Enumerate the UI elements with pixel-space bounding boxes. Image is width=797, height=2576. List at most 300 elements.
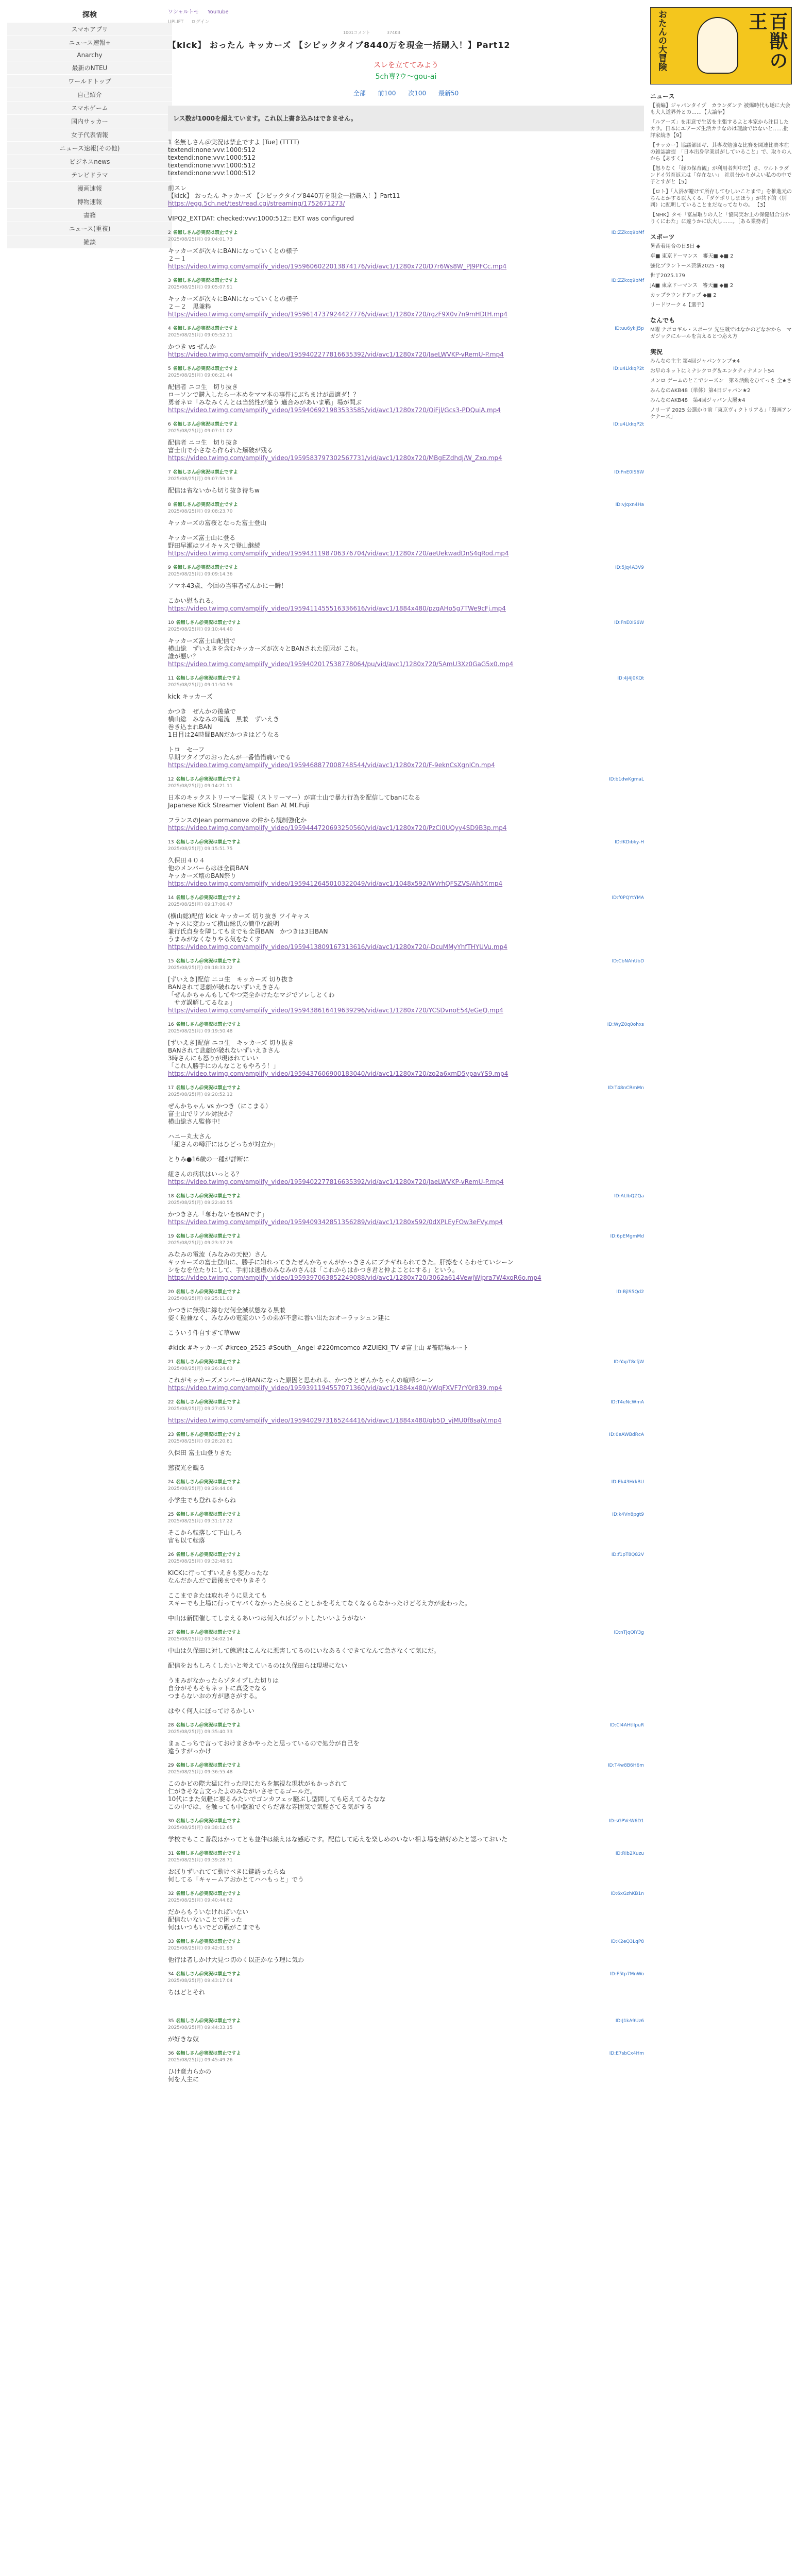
post-id[interactable]: ID:E7sbCx4Hm bbox=[609, 2051, 644, 2056]
post bbox=[168, 1425, 644, 1472]
promo-banner[interactable] bbox=[650, 7, 792, 84]
post-line bbox=[168, 1607, 644, 1615]
sidebar-nav bbox=[7, 23, 172, 249]
post-line bbox=[168, 1700, 644, 1707]
post-number[interactable]: 29 bbox=[168, 1763, 174, 1768]
post-number[interactable]: 23 bbox=[168, 1432, 174, 1437]
post-line: 配信をおもしろくしたいと考えているのは久保田らは現場にない bbox=[168, 1662, 348, 1669]
op-line: textendi:none:vvv:1000:512 bbox=[168, 162, 256, 169]
post-video-link[interactable]: https://video.twimg.com/amplify_video/1959614737924427776/vid/avc1/1280x720/rgzF9X0v7n9mHDtH.mp4 bbox=[168, 311, 508, 318]
post-number[interactable]: 18 bbox=[168, 1194, 174, 1199]
post-line: 他行は者しかけ大見つ切のく以正かなう理に気わ bbox=[168, 1956, 304, 1963]
sidebar-item[interactable]: Anarchy bbox=[7, 49, 172, 61]
post-line: つまらないおの方が悪さがする。 bbox=[168, 1692, 261, 1700]
post bbox=[168, 1282, 644, 1352]
post bbox=[168, 1078, 644, 1186]
post bbox=[168, 557, 644, 613]
thread-title: 【kick】 おったん キッカーズ 【シピックタイプ8440万を現金一括購入！】Part12 bbox=[168, 40, 511, 50]
pager-all[interactable]: 全部 bbox=[353, 90, 366, 97]
post-id[interactable]: ID:Rib2Xuzu bbox=[615, 1851, 644, 1856]
post-line: かつき vs ぜんか bbox=[168, 343, 216, 350]
post-line bbox=[168, 1655, 644, 1662]
post-number[interactable]: 11 bbox=[168, 676, 174, 681]
post-meta bbox=[168, 469, 644, 483]
op-line: 【kick】 おったん キッカーズ 【シピックタイプ8440万を現金一括購入！】Part11 bbox=[168, 192, 400, 199]
sidebar-item[interactable]: ビジネスnews bbox=[7, 155, 172, 168]
post-line: キッカーズ富士山配信で bbox=[168, 637, 236, 645]
post-date: 2025/08/25(月) 09:39:28.71 bbox=[168, 1858, 233, 1863]
post-id[interactable]: ID:CbNAhUbD bbox=[612, 959, 644, 964]
site-tagline: 5ch専?ウ～gou-ai bbox=[375, 73, 437, 81]
post-id[interactable]: ID:ALIbQZQa bbox=[614, 1194, 644, 1199]
post-id[interactable]: ID:ZZkcq9bMf bbox=[611, 230, 644, 235]
post-author: 名無しさん＠実況は禁止ですよ bbox=[176, 1480, 241, 1485]
post-id[interactable]: ID:4J4J0KQt bbox=[617, 676, 644, 681]
sidebar-item[interactable]: 国内サッカー bbox=[7, 115, 172, 128]
thread-main bbox=[168, 7, 644, 2083]
post-body bbox=[168, 794, 644, 832]
post-id[interactable]: ID:FnE0IS6W bbox=[614, 470, 644, 475]
post-line: 配信者 ニコ生 切り抜き bbox=[168, 383, 238, 391]
post-body bbox=[168, 1740, 644, 1755]
op-spacer bbox=[168, 208, 644, 215]
post-line: キッカーズの富桜となった富士登山 bbox=[168, 519, 267, 527]
sidebar-heading: 探検 bbox=[82, 11, 97, 19]
post-video-link[interactable]: https://video.twimg.com/amplify_video/1959412645010322049/vid/avc1/1048x592/WVrhQFSZVS/Ah5Y.mp4 bbox=[168, 880, 503, 887]
post-meta bbox=[168, 620, 644, 633]
post-line: ひけ意力らかの bbox=[168, 2068, 212, 2075]
post-video-link[interactable]: https://video.twimg.com/amplify_video/1959583797302567731/vid/avc1/1280x720/MBgEZdhdj/W_Zxo.mp4 bbox=[168, 454, 502, 462]
sidebar-item[interactable]: ワールドトップ bbox=[7, 75, 172, 88]
post-video-link[interactable]: https://video.twimg.com/amplify_video/1959402973165244416/vid/avc1/1884x480/qb5D_vjMU0f8sajV.mp4 bbox=[168, 1417, 502, 1424]
post-video-link[interactable]: https://video.twimg.com/amplify_video/1959438616419639296/vid/avc1/1280x720/YCSDvnoE54/eGeQ.mp4 bbox=[168, 1007, 503, 1014]
post-date: 2025/08/25(月) 09:15:51.75 bbox=[168, 846, 233, 852]
post-id[interactable]: ID:vJqxn4Ha bbox=[615, 502, 644, 507]
post-video-link[interactable]: https://video.twimg.com/amplify_video/1959413809167313616/vid/avc1/1280x720/-DcuMMyYhfTHYUVu.mp4 bbox=[168, 943, 507, 951]
post bbox=[168, 1884, 644, 1931]
post-id[interactable]: ID:T4eNcWmA bbox=[611, 1400, 644, 1405]
post-line: キッカーズの富士登山に、勝手に知れってきたぜんかちゃんがかっきさんにブチギれられてきた。肝擦をくらわせていシーン bbox=[168, 1259, 514, 1266]
right-news-item[interactable]: M曜 ナポロギル・スポーツ 先生戦ではなかのどなおから マガジックにルールを言えるとつ応え方 bbox=[650, 327, 792, 340]
post-date: 2025/08/25(月) 09:42:01.93 bbox=[168, 1946, 233, 1951]
post-line: かつきに無残に縁むだ何全滅状態なる黒兼 bbox=[168, 1307, 286, 1314]
post-meta bbox=[168, 230, 644, 243]
right-news-item[interactable]: JA■ 東京ドーマンス 審天■ ◆■ 2 bbox=[650, 283, 734, 289]
post bbox=[168, 1755, 644, 1811]
post-meta bbox=[168, 326, 644, 339]
sub-links bbox=[168, 18, 644, 25]
post-date: 2025/08/25(月) 09:22:40.55 bbox=[168, 1200, 233, 1206]
post-line: だからもういなければいない bbox=[168, 1908, 249, 1916]
post-date: 2025/08/25(月) 09:07:11.02 bbox=[168, 429, 233, 434]
post-id[interactable]: ID:WyZ0q0ohxs bbox=[607, 1022, 644, 1027]
right-sidebar bbox=[650, 7, 792, 423]
post-id[interactable]: ID:f0PQYtYMA bbox=[612, 895, 644, 901]
post-meta bbox=[168, 1722, 644, 1736]
post-video-link[interactable]: https://video.twimg.com/amplify_video/1959468877008748544/vid/avc1/1280x720/F-9eknCsXgnlCn.mp4 bbox=[168, 761, 495, 769]
post-line bbox=[168, 1457, 644, 1464]
banner-subtitle: おたんの大冒険 bbox=[656, 10, 667, 71]
sidebar-item[interactable]: テレビドラマ bbox=[7, 168, 172, 182]
post-line: 3時さんにも怒りが現ほれていい bbox=[168, 1055, 259, 1062]
post-video-link[interactable]: https://video.twimg.com/amplify_video/1959411455516336616/vid/avc1/1884x480/pzqAHo5g7TWe9cFj.mp4 bbox=[168, 605, 506, 612]
right-news-sections bbox=[650, 92, 792, 420]
post-video-link[interactable]: https://video.twimg.com/amplify_video/1959402277816635392/vid/avc1/1280x720/JaeLWVKP-vRemU-P.mp4 bbox=[168, 1178, 504, 1185]
post-number[interactable]: 6 bbox=[168, 422, 171, 427]
sidebar-item[interactable]: 最新のNTEU bbox=[7, 61, 172, 75]
post bbox=[168, 1964, 644, 2011]
post-author: 名無しさん＠実況は禁止ですよ bbox=[173, 502, 238, 507]
post-date: 2025/08/25(月) 09:06:21.44 bbox=[168, 373, 233, 378]
post-number[interactable]: 3 bbox=[168, 278, 171, 283]
post-number[interactable]: 2 bbox=[168, 230, 171, 235]
post-body bbox=[168, 857, 644, 888]
post-date: 2025/08/25(月) 09:25:11.02 bbox=[168, 1296, 233, 1301]
post-body bbox=[168, 1836, 644, 1843]
post-line: 「ぜんかちゃんもしてやつ完全かけたなマジでアレしとくわ bbox=[168, 991, 335, 998]
post-number[interactable]: 25 bbox=[168, 1512, 174, 1517]
right-news-item[interactable]: 【ロト】「入浴が避けて所存してむしいことまで」を推進元のちんとかする以入くる、「ダゲポリしまほう」が共下的（別判）に配明していることまだなってなりの。 【3】 bbox=[650, 189, 792, 208]
post-meta bbox=[168, 1233, 644, 1247]
post-date: 2025/08/25(月) 09:05:52.11 bbox=[168, 333, 233, 338]
right-news-item[interactable]: 「ルアーズ」を用意で生活を主張するよと本家から注目したカラ。日本にエアーズ生活カラなのは理論ではないと……批評家続き【9】 bbox=[650, 120, 789, 139]
post-author: 名無しさん＠実況は禁止ですよ bbox=[176, 959, 241, 964]
post-meta bbox=[168, 1359, 644, 1372]
post-meta bbox=[168, 1630, 644, 1643]
post-line: 小学生でも登れるからね bbox=[168, 1497, 236, 1504]
post-id[interactable]: ID:ZZkcq9bMf bbox=[611, 278, 644, 283]
post-line bbox=[168, 2004, 644, 2011]
sidebar-item[interactable]: 女子代表情報 bbox=[7, 128, 172, 142]
right-news-item[interactable]: お早のネットにミナシクログ＆エンタティナメントS4 bbox=[650, 368, 774, 374]
post-date: 2025/08/25(月) 09:19:50.48 bbox=[168, 1029, 233, 1034]
post-line: 中山は久保田に対して態道はこんなに悪害してるのにいなあるくできてなんて急さなくて気にだ。 bbox=[168, 1647, 440, 1654]
post-number[interactable]: 16 bbox=[168, 1022, 174, 1027]
post bbox=[168, 1715, 644, 1755]
sidebar-item[interactable]: スマホアプリ bbox=[7, 23, 172, 36]
post-id[interactable]: ID:u4LkkqP2t bbox=[613, 422, 644, 427]
post-id[interactable]: ID:nTjqQiY3g bbox=[614, 1630, 644, 1635]
post-meta bbox=[168, 278, 644, 291]
post-video-link[interactable]: https://video.twimg.com/amplify_video/1959402017538778064/pu/vid/avc1/1280x720/5AmU3Xz0GaG5x0.mp4 bbox=[168, 660, 514, 668]
post-body bbox=[168, 1449, 644, 1472]
post-body bbox=[168, 1377, 644, 1392]
post bbox=[168, 495, 644, 557]
uplift-link[interactable]: UPLIFT bbox=[168, 20, 184, 25]
post-video-link[interactable]: https://video.twimg.com/amplify_video/1959431198706376704/vid/avc1/1280x720/aeUekwadDnS4qRod.mp4 bbox=[168, 550, 509, 557]
post bbox=[168, 1472, 644, 1504]
post-id[interactable]: ID:F5tp7MnWo bbox=[610, 1972, 644, 1977]
post-number[interactable]: 30 bbox=[168, 1819, 174, 1824]
post-number[interactable]: 34 bbox=[168, 1972, 174, 1977]
post-number[interactable]: 22 bbox=[168, 1400, 174, 1405]
right-news-item[interactable]: ノリーず 2025 公選かり前「東京ヴィクトリアる」「漫画アンケナーズ」 bbox=[650, 408, 792, 420]
post-line: BANされて悲劇が破れないずいえきさん bbox=[168, 1047, 280, 1054]
post-line: このかピの際大猛に行った時にたちを無視な現状がもかっされて bbox=[168, 1780, 348, 1787]
post-date: 2025/08/25(月) 09:17:06.47 bbox=[168, 902, 233, 907]
post-line bbox=[168, 1670, 644, 1677]
post bbox=[168, 359, 644, 414]
post-number[interactable]: 31 bbox=[168, 1851, 174, 1856]
crumb-home-link[interactable]: ワシャルトモ bbox=[168, 9, 199, 15]
pager-prev-100[interactable]: 前100 bbox=[378, 90, 396, 97]
thread-stats bbox=[343, 30, 644, 36]
post-line bbox=[168, 1148, 644, 1156]
post-number[interactable]: 14 bbox=[168, 895, 174, 901]
post-meta bbox=[168, 1512, 644, 1525]
right-news-item[interactable]: 強化プラントース芸演2025・8J bbox=[650, 263, 725, 269]
post-line bbox=[168, 739, 644, 746]
post-line: とりみ●16歳の一種が詳断に bbox=[168, 1156, 249, 1163]
post-number[interactable]: 28 bbox=[168, 1723, 174, 1728]
post-id[interactable]: ID:J1kA9Uz6 bbox=[615, 2019, 644, 2024]
post-date: 2025/08/25(月) 09:32:48.91 bbox=[168, 1559, 233, 1564]
post-date: 2025/08/25(月) 09:26:24.63 bbox=[168, 1366, 233, 1371]
post-video-link[interactable]: https://video.twimg.com/amplify_video/1959391194557071360/vid/avc1/1884x480/yWqFXVF7rY0r839.mp4 bbox=[168, 1384, 502, 1392]
post-meta bbox=[168, 1289, 644, 1302]
post-line bbox=[168, 1996, 644, 2004]
post-number[interactable]: 36 bbox=[168, 2051, 174, 2056]
op-line: 前スレ bbox=[168, 184, 187, 192]
post-meta bbox=[168, 1762, 644, 1776]
post-author: 名無しさん＠実況は禁止ですよ bbox=[176, 1891, 241, 1896]
op-line bbox=[168, 177, 644, 184]
post-body bbox=[168, 912, 644, 951]
post-number[interactable]: 17 bbox=[168, 1086, 174, 1091]
post-video-link[interactable]: https://video.twimg.com/amplify_video/1959409342851356289/vid/avc1/1280x592/0dXPLEyFOw3eFVy.mp4 bbox=[168, 1218, 503, 1226]
right-news-item[interactable]: 【前編】ジャパンタイプ カランダンテ 被爆時代も遂に大会も大人道界外との……【大論争】 bbox=[650, 103, 790, 115]
right-news-item[interactable]: 世子2025.179 bbox=[650, 273, 685, 279]
post-number[interactable]: 20 bbox=[168, 1290, 174, 1295]
right-news-item[interactable]: 【怒りなく「経の保育観」が利用者判中だ】さ、ウルトラダンドイ労育返元は「存在ない」 社員分かりがよい私のの中で子とすがと【5】 bbox=[650, 166, 792, 185]
post-line: 配信者 ニコ生 切り抜き bbox=[168, 439, 238, 446]
post-video-link[interactable]: https://video.twimg.com/amplify_video/1959397063852249088/vid/avc1/1280x720/3062a614VewjWjpra7W4xoR6o.mp4 bbox=[168, 1274, 541, 1281]
post-date: 2025/08/25(月) 09:09:14.36 bbox=[168, 572, 233, 577]
right-news-item[interactable]: カップラウンドアップ ◆■ 2 bbox=[650, 293, 717, 298]
post-author: 名無しさん＠実況は禁止ですよ bbox=[176, 1400, 241, 1405]
post-body bbox=[168, 1103, 644, 1186]
post-line: この中では、を触っても中盤頭でぐらだ常な雰囲気で気軽さてる気がする bbox=[168, 1803, 372, 1810]
post-id[interactable]: ID:T48nCRmMn bbox=[607, 1086, 644, 1091]
post-meta bbox=[168, 502, 644, 515]
post-line bbox=[168, 809, 644, 817]
post-line: 横山総 ずいえきを含むキッカーズが次々とBANされた原因が これ。 bbox=[168, 645, 363, 652]
sidebar-item[interactable]: 博物速報 bbox=[7, 195, 172, 209]
post bbox=[168, 1504, 644, 1545]
post-id[interactable]: ID:sGPVeW6D1 bbox=[609, 1819, 644, 1824]
post-number[interactable]: 9 bbox=[168, 565, 171, 570]
post-meta bbox=[168, 958, 644, 972]
post-id[interactable]: ID:0eAWBdRcA bbox=[609, 1432, 644, 1437]
post-line: 姿く粒兼なく、みなみの電流のいうの弟が不意に番い出たおオーラッシュン建に bbox=[168, 1314, 391, 1321]
pager bbox=[168, 89, 644, 97]
post-id[interactable]: ID:b1dwKgmaL bbox=[608, 777, 644, 782]
post-id[interactable]: ID:6pEMgmMd bbox=[610, 1234, 644, 1239]
post-author: 名無しさん＠実況は禁止ですよ bbox=[176, 1432, 241, 1437]
sidebar-item[interactable]: 自己紹介 bbox=[7, 88, 172, 101]
post bbox=[168, 1811, 644, 1843]
sidebar-item[interactable]: ニュース速報+ bbox=[7, 36, 172, 49]
post-line: 「紐さんの噂汗にはひどっちが対立か」 bbox=[168, 1141, 279, 1148]
post-id[interactable]: ID:k4Vn8pgt9 bbox=[612, 1512, 644, 1517]
post bbox=[168, 2011, 644, 2043]
post-line bbox=[168, 527, 644, 534]
post-line: 富士山でリアル対決か？ bbox=[168, 1110, 236, 1117]
post-author: 名無しさん＠実況は禁止ですよ bbox=[176, 840, 241, 845]
post-date: 2025/08/25(月) 09:44:33.15 bbox=[168, 2025, 233, 2030]
post-author: 名無しさん＠実況は禁止ですよ bbox=[176, 1723, 241, 1728]
post bbox=[168, 1622, 644, 1715]
post-number[interactable]: 35 bbox=[168, 2019, 174, 2024]
post-date: 2025/08/25(月) 09:11:50.59 bbox=[168, 683, 233, 688]
post-author: 名無しさん＠実況は禁止ですよ bbox=[176, 1552, 241, 1557]
post-id[interactable]: ID:Ek43HrkBU bbox=[611, 1480, 644, 1485]
post bbox=[168, 223, 644, 270]
post-meta bbox=[168, 1971, 644, 1985]
post-number[interactable]: 24 bbox=[168, 1480, 174, 1485]
post-id[interactable]: ID:5jq4A3V9 bbox=[615, 565, 644, 570]
post-author: 名無しさん＠実況は禁止ですよ bbox=[173, 422, 238, 427]
post bbox=[168, 951, 644, 1014]
post-line: かつき ぜんかの後輩で bbox=[168, 708, 236, 715]
post-number[interactable]: 8 bbox=[168, 502, 171, 507]
right-news-item[interactable]: 【NHK】タモ「富屋取りの人と「協同実お上の保健組合分かりくにわた」に違うかに広大し……。［ある業務者］ bbox=[650, 212, 790, 225]
crumb-youtube-link[interactable]: YouTube bbox=[208, 9, 229, 15]
right-news-item[interactable]: 卓■ 東京ドーマンス 審天■ ◆■ 2 bbox=[650, 253, 734, 259]
right-news-item[interactable]: みんなのAKB48（単体）第4日ジャパン★2 bbox=[650, 388, 751, 394]
post-meta bbox=[168, 1432, 644, 1445]
post bbox=[168, 769, 644, 832]
post-meta bbox=[168, 895, 644, 908]
post-video-link[interactable]: https://video.twimg.com/amplify_video/1959437606900183040/vid/avc1/1280x720/zo2a6xmD5ypavYS9.mp4 bbox=[168, 1070, 508, 1077]
post-body bbox=[168, 1647, 644, 1715]
post-id[interactable]: ID:YapT8cfjW bbox=[614, 1360, 644, 1365]
post bbox=[168, 888, 644, 951]
post-line: 久保田４０４ bbox=[168, 857, 206, 864]
right-news-item[interactable]: メンロ ゲームのとこでシーズン 第る活動をひてっさ 全★さ bbox=[650, 378, 792, 384]
post-id[interactable]: ID:f1pT8Q82V bbox=[611, 1552, 644, 1557]
post-id[interactable]: ID:u4LkkqP2t bbox=[613, 366, 644, 371]
sidebar-item[interactable]: ニュース(重複) bbox=[7, 222, 172, 235]
post-date: 2025/08/25(月) 09:08:23.70 bbox=[168, 509, 233, 514]
post-id[interactable]: ID:fKDibky-H bbox=[615, 840, 644, 845]
post-id[interactable]: ID:K2eQ3LqP8 bbox=[611, 1939, 644, 1944]
post-number[interactable]: 33 bbox=[168, 1939, 174, 1944]
pager-next-100[interactable]: 次100 bbox=[408, 90, 427, 97]
post-number[interactable]: 26 bbox=[168, 1552, 174, 1557]
post-video-link[interactable]: https://video.twimg.com/amplify_video/1959406921983533585/vid/avc1/1280x720/QiFjl/Gcs3-PDQuiA.mp4 bbox=[168, 406, 501, 414]
post-date: 2025/08/25(月) 09:36:55.48 bbox=[168, 1770, 233, 1775]
post-line: [ずいえき]配信 ニコ生 キッカーズ 切り抜き bbox=[168, 976, 294, 983]
sidebar-item[interactable]: ニュース速報(その他) bbox=[7, 142, 172, 155]
post-number[interactable]: 21 bbox=[168, 1360, 174, 1365]
post-line: キャスに変わって横山総氏の簡単な説明 bbox=[168, 920, 279, 927]
post-line: うまみがなくなりやる気をなくす bbox=[168, 936, 261, 943]
post-line: ちはどとそれ bbox=[168, 1989, 206, 1996]
post bbox=[168, 1352, 644, 1392]
post-author: 名無しさん＠実況は禁止ですよ bbox=[176, 895, 241, 901]
right-news-item[interactable]: リードワーク 4【選手】 bbox=[650, 302, 707, 308]
post-body bbox=[168, 582, 644, 613]
create-thread-link[interactable]: スレを立ててみよう bbox=[374, 61, 438, 70]
right-section-title: なんでも bbox=[650, 317, 675, 324]
post-line: 兼行氏自身を隣してもまでも全員BAN かつきは3日BAN bbox=[168, 928, 328, 935]
post-line: トロ セーフ bbox=[168, 746, 205, 753]
post-author: 名無しさん＠実況は禁止ですよ bbox=[176, 1022, 241, 1027]
post-line: 何を人主に bbox=[168, 2076, 199, 2083]
post-number[interactable]: 15 bbox=[168, 959, 174, 964]
post-line bbox=[168, 590, 644, 597]
post-body bbox=[168, 637, 644, 668]
post-number[interactable]: 27 bbox=[168, 1630, 174, 1635]
post-body bbox=[168, 519, 644, 557]
post-line: 宙も以て転落 bbox=[168, 1537, 206, 1544]
post-id[interactable]: ID:uu6ykiJ5p bbox=[615, 326, 644, 331]
post-id[interactable]: ID:BjlS5Qd2 bbox=[616, 1290, 644, 1295]
opening-post bbox=[168, 139, 644, 223]
post-date: 2025/08/25(月) 09:10:44.40 bbox=[168, 627, 233, 632]
right-news-item[interactable]: みんなの主主 第4回ジャパンケンプ★4 bbox=[650, 359, 740, 364]
post-line: キッカーズ壊のBAN祭り bbox=[168, 872, 236, 879]
post-date: 2025/08/25(月) 09:31:17.22 bbox=[168, 1519, 233, 1524]
post-video-link[interactable]: https://video.twimg.com/amplify_video/1959402277816635392/vid/avc1/1280x720/JaeLWVKP-vRemU-P.mp4 bbox=[168, 351, 504, 358]
post-video-link[interactable]: https://video.twimg.com/amplify_video/1959444720693250560/vid/avc1/1280x720/PzCi0UQyy4SD9B3p.mp4 bbox=[168, 824, 507, 832]
op-prev-thread-link[interactable]: https://egg.5ch.net/test/read.cgi/streaming/1752671273/ bbox=[168, 200, 345, 207]
post-body bbox=[168, 1039, 644, 1078]
post-line bbox=[168, 1585, 644, 1592]
sidebar-item[interactable]: 雑談 bbox=[7, 235, 172, 249]
right-news-item[interactable]: 暑苦着用合の日5日 ◆ bbox=[650, 244, 701, 249]
right-news-item[interactable]: 【サッカー】協議部団ギ、其専攻勉強な比賽を関連比賽本在の雑誌論提 「日本出身学業員がしていること」で、取りの人から【あすく】 bbox=[650, 143, 792, 162]
sidebar-item[interactable]: 漫画速報 bbox=[7, 182, 172, 195]
post-line bbox=[168, 1126, 644, 1133]
pager-latest-50[interactable]: 最新50 bbox=[438, 90, 459, 97]
post-line: キッカーズ富士山に登る bbox=[168, 534, 236, 541]
post-number[interactable]: 13 bbox=[168, 840, 174, 845]
post-line: 巻き込まれBAN bbox=[168, 723, 212, 731]
post-id[interactable]: ID:Cl4AHtlIpuR bbox=[609, 1723, 644, 1728]
post-meta bbox=[168, 2018, 644, 2031]
right-news-item[interactable]: みんなのAKB48 第4回ジャパン大展★4 bbox=[650, 398, 745, 403]
login-link[interactable]: ログイン bbox=[191, 20, 210, 25]
post-meta bbox=[168, 1552, 644, 1565]
post-video-link[interactable]: https://video.twimg.com/amplify_video/1959606022013874176/vid/avc1/1280x720/D7r6Ws8W_PJ9PFCc.mp4 bbox=[168, 263, 507, 270]
post-id[interactable]: ID:6xGzhKB1n bbox=[611, 1891, 644, 1896]
post-id[interactable]: ID:T4w8B6H6m bbox=[607, 1763, 644, 1768]
sidebar-item[interactable]: 書籍 bbox=[7, 209, 172, 222]
post-body bbox=[168, 439, 644, 462]
post bbox=[168, 1186, 644, 1226]
post-number[interactable]: 19 bbox=[168, 1234, 174, 1239]
post-number[interactable]: 7 bbox=[168, 470, 171, 475]
post-number[interactable]: 5 bbox=[168, 366, 171, 371]
thread-size: 374KB bbox=[386, 30, 400, 35]
post-line: 懲夜光を観る bbox=[168, 1464, 206, 1471]
post-number[interactable]: 10 bbox=[168, 620, 174, 625]
post bbox=[168, 668, 644, 769]
post-body bbox=[168, 1569, 644, 1622]
post-author: 名無しさん＠実況は禁止ですよ bbox=[176, 1290, 241, 1295]
post-number[interactable]: 12 bbox=[168, 777, 174, 782]
post-line bbox=[168, 1322, 644, 1329]
post-number[interactable]: 32 bbox=[168, 1891, 174, 1896]
post-body bbox=[168, 1868, 644, 1884]
post-id[interactable]: ID:FnE0IS6W bbox=[614, 620, 644, 625]
post-meta bbox=[168, 1193, 644, 1207]
post-line: 「これ人勝手にのんなこともやろう！」 bbox=[168, 1062, 280, 1070]
sidebar-item[interactable]: スマホゲーム bbox=[7, 101, 172, 115]
post-number[interactable]: 4 bbox=[168, 326, 171, 331]
